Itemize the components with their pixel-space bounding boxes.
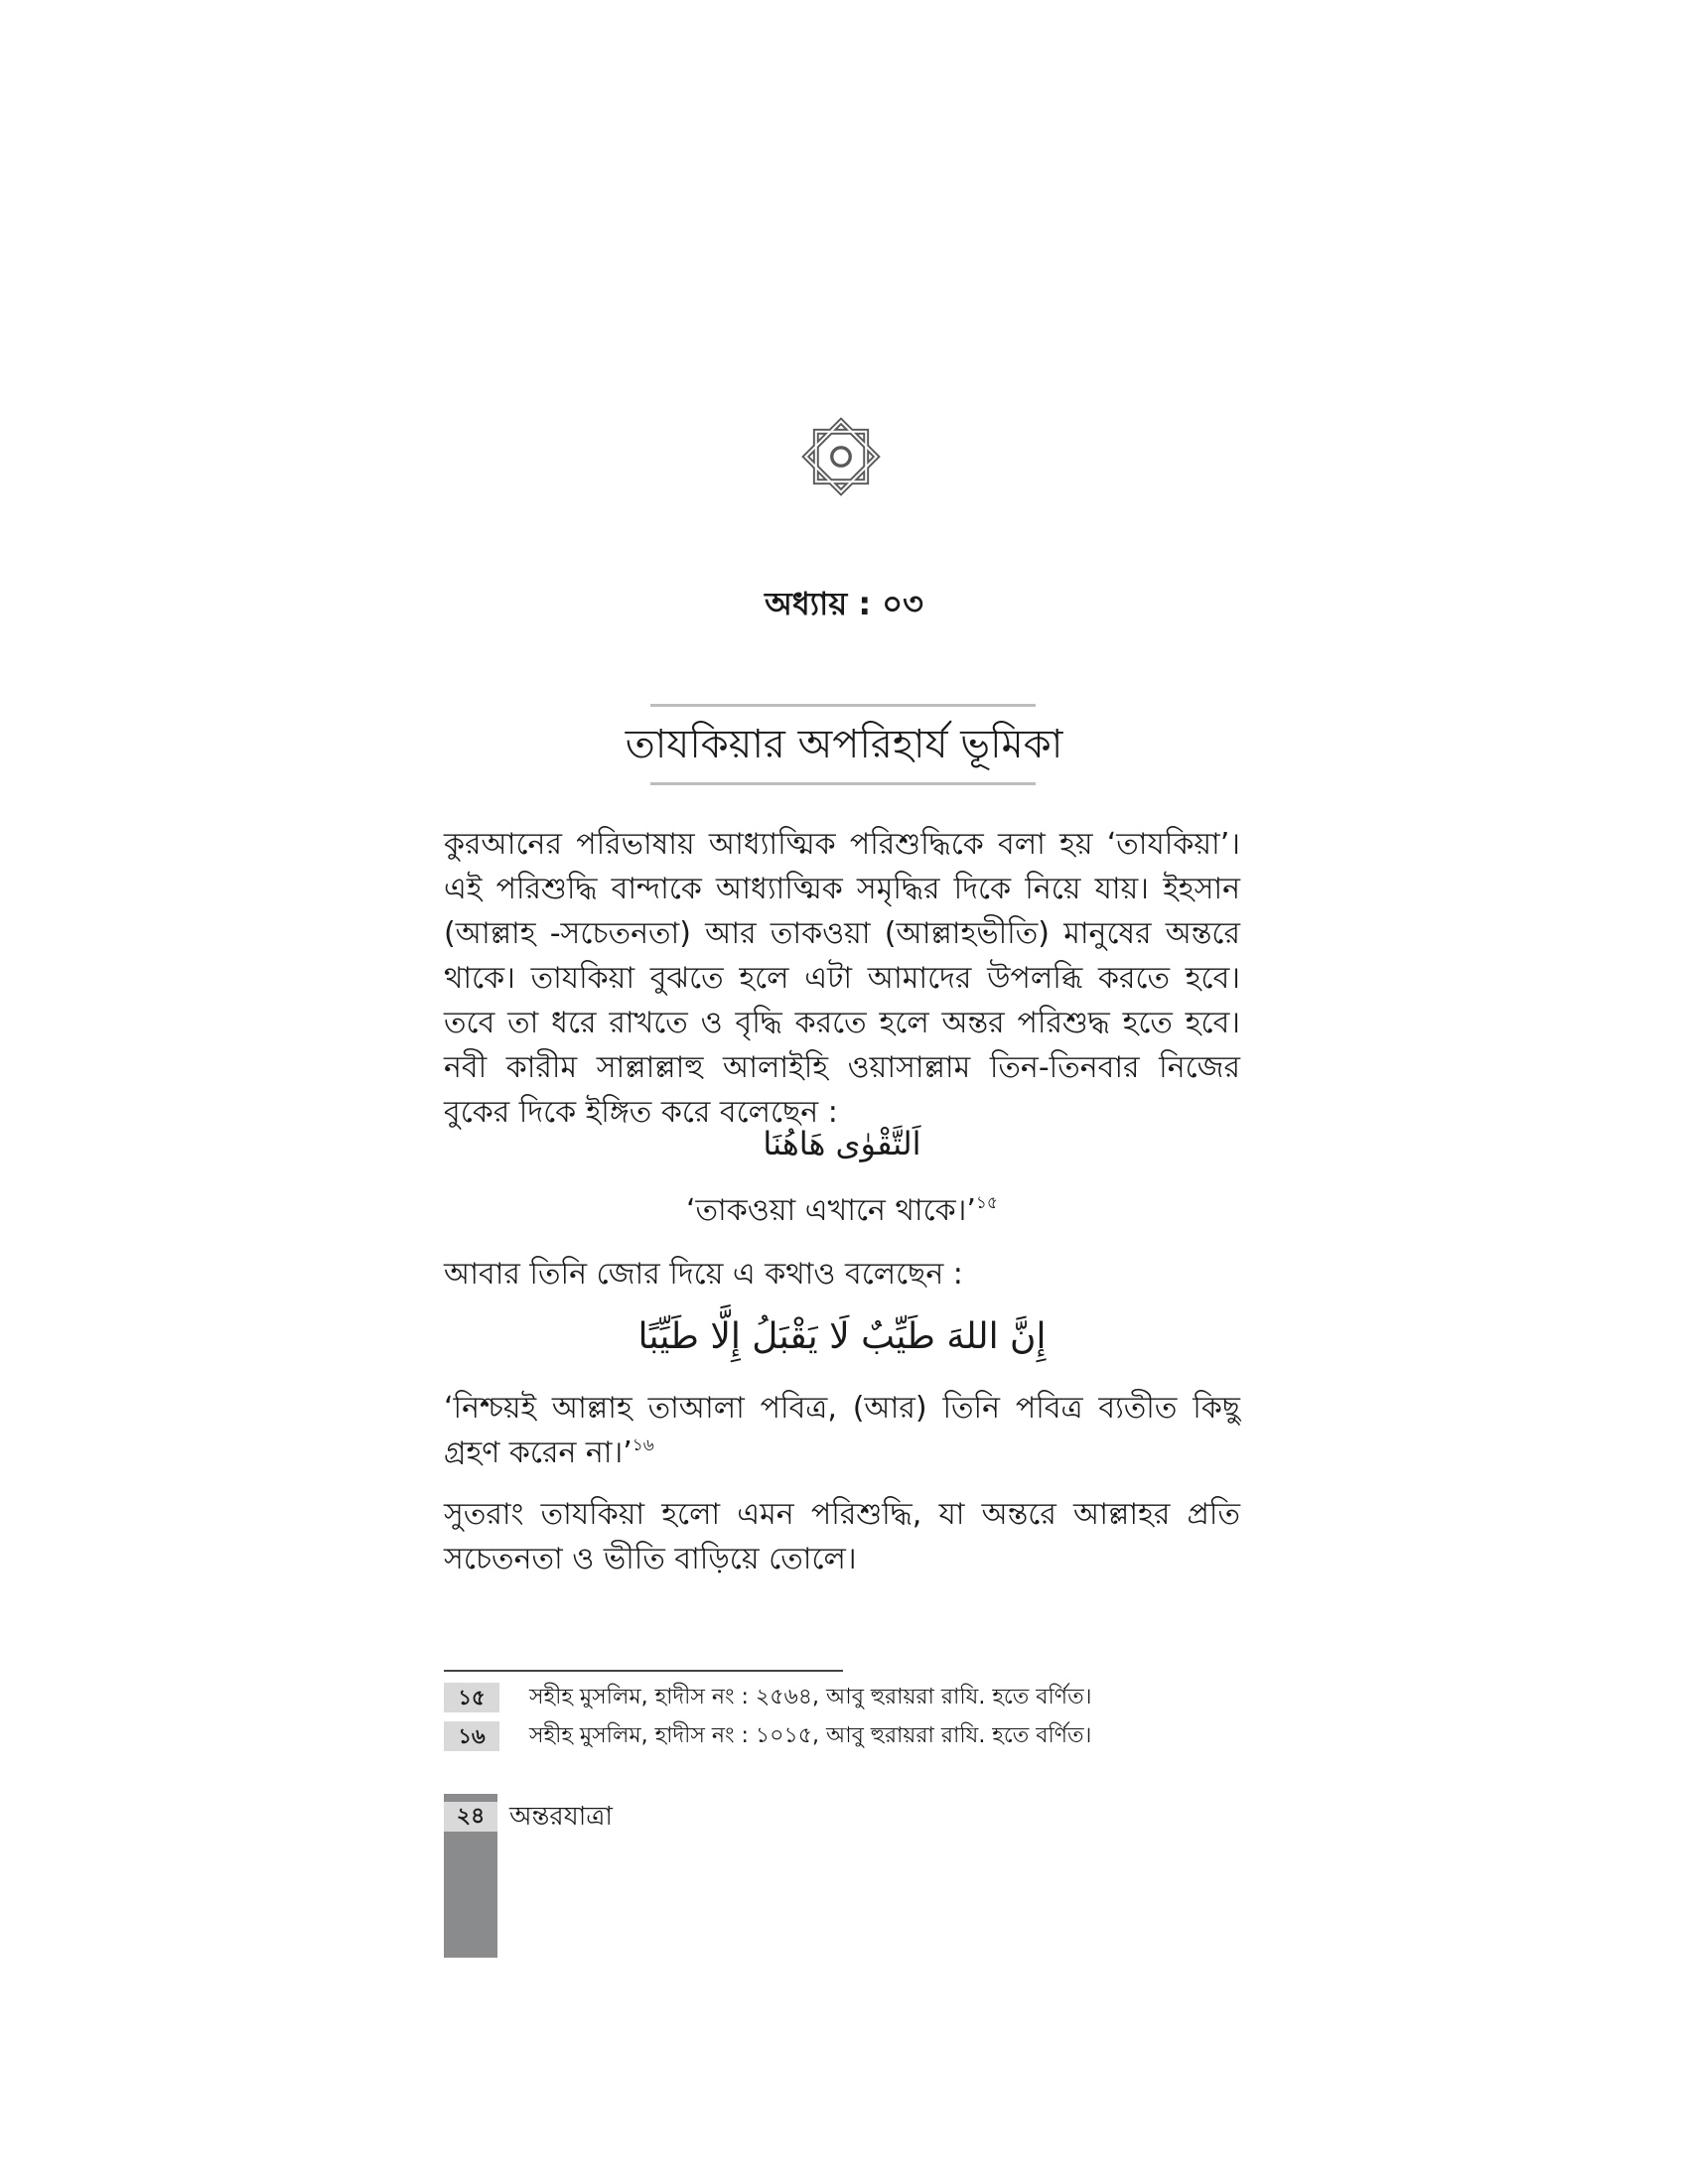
- chapter-label: অধ্যায় : ০৩: [765, 585, 923, 622]
- running-book-title: অন্তরযাত্রা: [509, 1802, 613, 1832]
- footnote-ref-15: ১৫: [975, 1193, 998, 1213]
- arabic-quote-2: إِنَّ اللهَ طَيِّبٌ لَا يَقْبَلُ إِلَّا طَيِّبًا: [637, 1316, 1047, 1357]
- body-paragraph-4: সুতরাং তাযকিয়া হলো এমন পরিশুদ্ধি, যা অন্তরে আল্লাহর প্রতি সচেতনতা ও ভীতি বাড়িয়ে তোলে।: [444, 1497, 1240, 1576]
- paragraph-3-text: ‘নিশ্চয়ই আল্লাহ তাআলা পবিত্র, (আর) তিনি পবিত্র ব্যতীত কিছু গ্রহণ করেন না।’: [444, 1391, 1240, 1470]
- footnote-text: সহীহ মুসলিম, হাদীস নং : ২৫৬৪, আবু হুরায়রা রাযি. হতে বর্ণিত।: [529, 1685, 1092, 1709]
- translation-1: [444, 1188, 1240, 1233]
- footnote-ref-16: ১৬: [632, 1435, 654, 1455]
- footnote-number: ১৬: [444, 1721, 499, 1751]
- octagram-ornament-icon: [799, 415, 883, 498]
- footnote-number: ১৫: [444, 1683, 499, 1712]
- footnote-text: সহীহ মুসলিম, হাদীস নং : ১০১৫, আবু হুরায়রা রাযি. হতে বর্ণিত।: [529, 1723, 1092, 1748]
- translation-1-text: ‘তাকওয়া এখানে থাকে।’: [686, 1193, 976, 1228]
- footnotes: [444, 1681, 1240, 1758]
- arabic-quote-1: اَلتَّقْوٰى هَاهُنَا: [763, 1125, 921, 1162]
- footnote-divider: [444, 1670, 843, 1672]
- footnote-item: [444, 1719, 1240, 1753]
- title-rule-top: [650, 704, 1036, 707]
- title-rule-bottom: [650, 782, 1036, 785]
- page-number: ২৪: [444, 1802, 497, 1832]
- body-paragraph-2: আবার তিনি জোর দিয়ে এ কথাও বলেছেন :: [444, 1257, 963, 1292]
- body-paragraph-1: কুরআনের পরিভাষায় আধ্যাত্মিক পরিশুদ্ধিকে বলা হয় ‘তাযকিয়া’। এই পরিশুদ্ধি বান্দাকে আধ্যাত্মিক সমৃদ্ধির দিকে নিয়ে যায়। ইহসান (আল্লাহ -সচেতনতা) আর তাকওয়া (আল্লাহভীতি) মানুষের অন্তরে থাকে। তাযকিয়া বুঝতে হলে এটা আমাদের উপলব্ধি করতে হবে। তবে তা ধরে রাখতে ও বৃদ্ধি করতে হলে অন্তর পরিশুদ্ধ হতে হবে। নবী কারীম সাল্লাল্লাহু আলাইহি ওয়াসাল্লাম তিন-তিনবার নিজের বুকের দিকে ইঙ্গিত করে বলেছেন :: [444, 827, 1240, 1130]
- footnote-item: [444, 1681, 1240, 1714]
- chapter-title: তাযকিয়ার অপরিহার্য ভূমিকা: [625, 722, 1063, 767]
- body-paragraph-3: [444, 1386, 1240, 1475]
